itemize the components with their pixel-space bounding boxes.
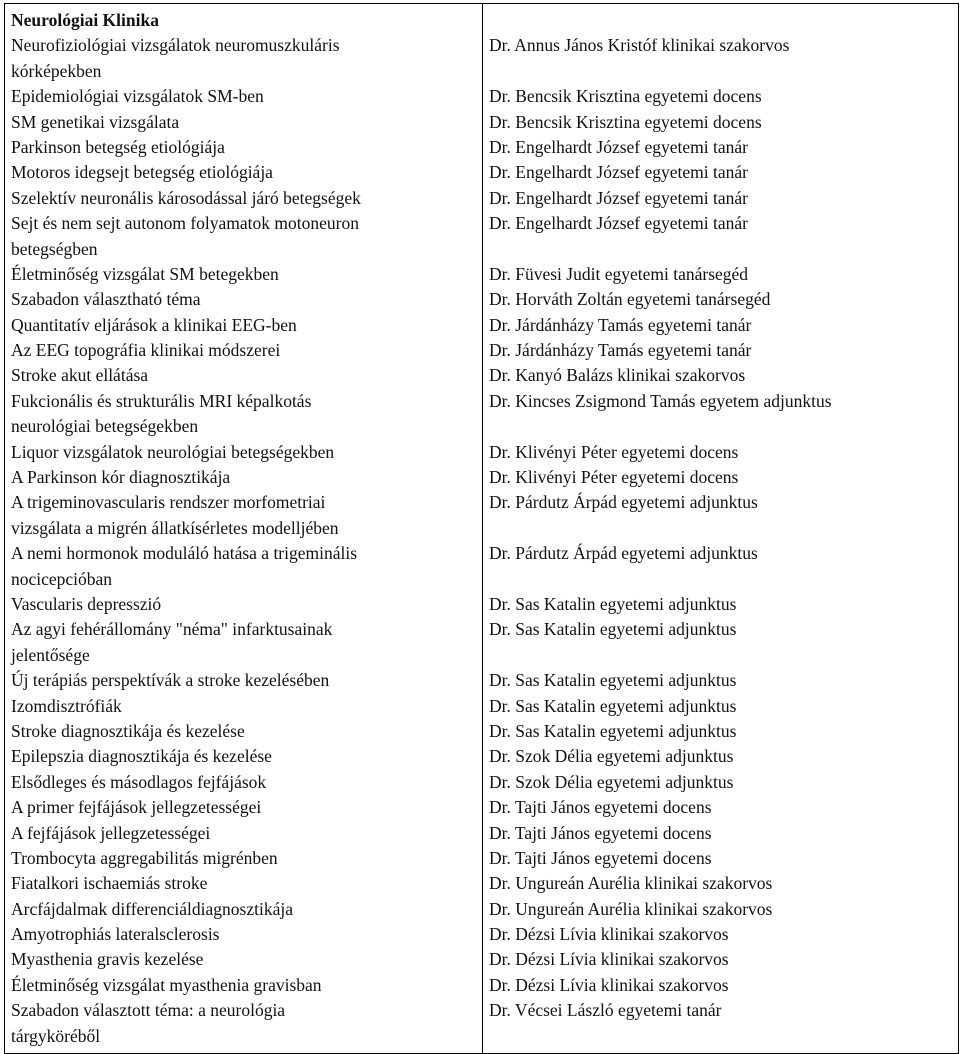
supervisor-line: Dr. Sas Katalin egyetemi adjunktus [489, 720, 737, 741]
supervisor-spacer [489, 414, 952, 439]
supervisor-line: Dr. Engelhardt József egyetemi tanár [489, 162, 748, 183]
supervisor-line: Dr. Sas Katalin egyetemi adjunktus [489, 593, 737, 614]
supervisor-spacer [489, 567, 952, 592]
topic-line: A fejfájások jellegzetességei [11, 822, 211, 843]
topic-line: Elsődleges és másodlagos fejfájások [11, 771, 267, 792]
topic-line: A nemi hormonok moduláló hatása a trigeminális [11, 543, 358, 564]
topic-line: neurológiai betegségekben [11, 416, 199, 437]
topics-column [5, 4, 483, 1054]
supervisor-spacer [489, 237, 952, 262]
topic-line: Quantitatív eljárások a klinikai EEG-ben [11, 314, 297, 335]
topic-line: nocicepcióban [11, 568, 113, 589]
topic-line: Motoros idegsejt betegség etiológiája [11, 162, 273, 183]
supervisors-list [489, 33, 952, 1049]
topic-line: betegségben [11, 238, 98, 259]
topic-line: Szelektív neuronális károsodással járó betegségek [11, 187, 361, 208]
topic-line: Parkinson betegség etiológiája [11, 136, 225, 157]
supervisor-line: Dr. Sas Katalin egyetemi adjunktus [489, 695, 737, 716]
supervisor-line: Dr. Füvesi Judit egyetemi tanársegéd [489, 263, 749, 284]
topics-table [4, 3, 959, 1054]
topic-line: Életminőség vizsgálat myasthenia gravisban [11, 974, 322, 995]
supervisor-spacer [489, 1024, 952, 1049]
supervisor-line: Dr. Vécsei László egyetemi tanár [489, 1000, 722, 1021]
topic-line: Stroke diagnosztikája és kezelése [11, 720, 245, 741]
topic-line: Vascularis depresszió [11, 593, 162, 614]
supervisor-line: Dr. Szok Délia egyetemi adjunktus [489, 746, 734, 767]
topic-line: Életminőség vizsgálat SM betegekben [11, 263, 279, 284]
supervisor-line: Dr. Tajti János egyetemi docens [489, 822, 712, 843]
topic-line: A primer fejfájások jellegzetességei [11, 797, 262, 818]
topic-line: Izomdisztrófiák [11, 695, 122, 716]
supervisor-line: Dr. Párdutz Árpád egyetemi adjunktus [489, 543, 758, 564]
supervisor-line: Dr. Bencsik Krisztina egyetemi docens [489, 111, 762, 132]
topic-line: Sejt és nem sejt autonom folyamatok motoneuron [11, 213, 359, 234]
topic-line: Trombocyta aggregabilitás migrénben [11, 847, 278, 868]
supervisors-column [483, 4, 959, 1054]
topic-line: Fiatalkori ischaemiás stroke [11, 873, 208, 894]
supervisor-line: Dr. Engelhardt József egyetemi tanár [489, 187, 748, 208]
topic-line: A trigeminovascularis rendszer morfometriai [11, 492, 326, 513]
topic-line: Epilepszia diagnosztikája és kezelése [11, 746, 272, 767]
supervisor-line: Dr. Kanyó Balázs klinikai szakorvos [489, 365, 746, 386]
topic-line: Stroke akut ellátása [11, 365, 149, 386]
topic-line: vizsgálata a migrén állatkísérletes modelljében [11, 517, 339, 538]
supervisor-line: Dr. Szok Délia egyetemi adjunktus [489, 771, 734, 792]
supervisor-line: Dr. Kincses Zsigmond Tamás egyetem adjunktus [489, 390, 832, 411]
supervisor-line: Dr. Annus János Kristóf klinikai szakorvos [489, 35, 790, 56]
topic-line: Amyotrophiás lateralsclerosis [11, 924, 220, 945]
topic-line: Arcfájdalmak differenciáldiagnosztikája [11, 898, 293, 919]
supervisor-line: Dr. Ungureán Aurélia klinikai szakorvos [489, 898, 773, 919]
supervisor-line: Dr. Klivényi Péter egyetemi docens [489, 441, 739, 462]
topic-line: Az EEG topográfia klinikai módszerei [11, 340, 281, 361]
topic-line: tárgyköréből [11, 1025, 101, 1046]
topic-line: Fukcionális és strukturális MRI képalkotás [11, 390, 312, 411]
topics-list [11, 33, 476, 1049]
topic-line: Az agyi fehérállomány "néma" infarktusainak [11, 619, 333, 640]
supervisor-line: Dr. Párdutz Árpád egyetemi adjunktus [489, 492, 758, 513]
supervisor-line: Dr. Járdánházy Tamás egyetemi tanár [489, 314, 752, 335]
topic-line: SM genetikai vizsgálata [11, 111, 180, 132]
topic-line: Szabadon választott téma: a neurológia [11, 1000, 286, 1021]
topic-line: A Parkinson kór diagnosztikája [11, 467, 231, 488]
supervisor-line: Dr. Engelhardt József egyetemi tanár [489, 136, 748, 157]
topic-line: Szabadon választható téma [11, 289, 201, 310]
supervisor-line: Dr. Járdánházy Tamás egyetemi tanár [489, 340, 752, 361]
topic-line: jelentősége [11, 644, 90, 665]
topic-line: Neurofiziológiai vizsgálatok neuromuszkuláris [11, 35, 340, 56]
topic-line: Liquor vizsgálatok neurológiai betegségekben [11, 441, 335, 462]
supervisor-line: Dr. Ungureán Aurélia klinikai szakorvos [489, 873, 773, 894]
supervisor-spacer [489, 516, 952, 541]
clinic-heading: Neurológiai Klinika [11, 10, 159, 30]
supervisor-line: Dr. Horváth Zoltán egyetemi tanársegéd [489, 289, 771, 310]
supervisor-line: Dr. Bencsik Krisztina egyetemi docens [489, 86, 762, 107]
supervisor-line: Dr. Tajti János egyetemi docens [489, 797, 712, 818]
supervisor-line: Dr. Dézsi Lívia klinikai szakorvos [489, 924, 729, 945]
supervisor-line: Dr. Engelhardt József egyetemi tanár [489, 213, 748, 234]
supervisors-heading-spacer [489, 8, 952, 33]
supervisor-spacer [489, 59, 952, 84]
supervisor-line: Dr. Dézsi Lívia klinikai szakorvos [489, 974, 729, 995]
supervisor-line: Dr. Tajti János egyetemi docens [489, 847, 712, 868]
topic-line: kórképekben [11, 60, 102, 81]
supervisor-line: Dr. Sas Katalin egyetemi adjunktus [489, 619, 737, 640]
supervisor-line: Dr. Sas Katalin egyetemi adjunktus [489, 670, 737, 691]
supervisor-spacer [489, 643, 952, 668]
supervisor-line: Dr. Klivényi Péter egyetemi docens [489, 467, 739, 488]
topic-line: Epidemiológiai vizsgálatok SM-ben [11, 86, 264, 107]
topic-line: Myasthenia gravis kezelése [11, 949, 204, 970]
topic-line: Új terápiás perspektívák a stroke kezelésében [11, 670, 330, 691]
supervisor-line: Dr. Dézsi Lívia klinikai szakorvos [489, 949, 729, 970]
